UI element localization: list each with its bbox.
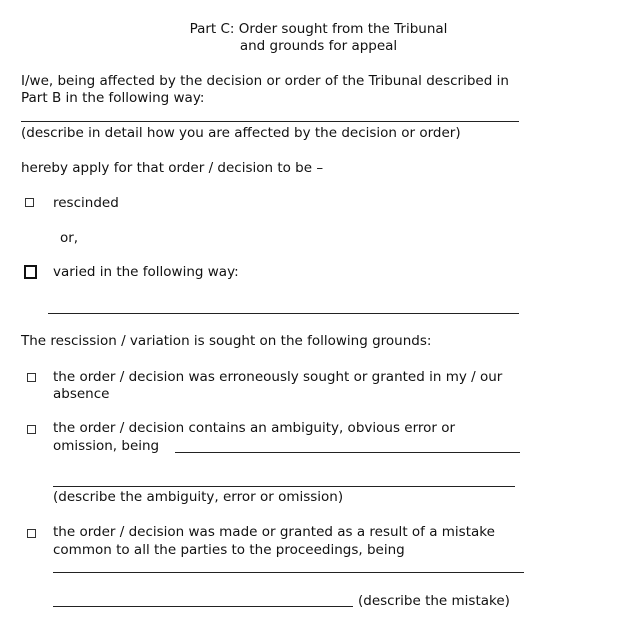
affected-description-field[interactable] bbox=[21, 104, 519, 122]
affected-description-underline bbox=[21, 121, 519, 122]
ground-mistake-line-2: common to all the parties to the proceedings, being bbox=[53, 542, 405, 558]
affected-description-hint: (describe in detail how you are affected by the decision or order) bbox=[21, 125, 461, 141]
rescinded-checkbox[interactable] bbox=[25, 198, 34, 207]
apply-text: hereby apply for that order / decision to be – bbox=[21, 160, 324, 176]
ambiguity-extra-field[interactable] bbox=[53, 468, 515, 486]
page-title: Part C: Order sought from the Tribunal bbox=[189, 21, 448, 37]
page-subtitle: and grounds for appeal bbox=[239, 38, 398, 54]
varied-checkbox[interactable] bbox=[24, 265, 37, 279]
ground-ambiguity-line-2: omission, being bbox=[53, 438, 160, 454]
mistake-field[interactable] bbox=[53, 554, 524, 572]
ground-absence-line-1: the order / decision was erroneously sought or granted in my / our bbox=[53, 369, 503, 385]
ambiguity-inline-field[interactable] bbox=[175, 435, 520, 453]
mistake-extra-field[interactable] bbox=[53, 588, 353, 606]
ground-mistake-checkbox[interactable] bbox=[27, 529, 36, 538]
intro-line-2: Part B in the following way: bbox=[21, 90, 205, 106]
ambiguity-inline-underline bbox=[175, 452, 520, 453]
intro-line-1: I/we, being affected by the decision or order of the Tribunal described in bbox=[21, 73, 509, 89]
grounds-heading: The rescission / variation is sought on the following grounds: bbox=[21, 333, 432, 349]
varied-description-field[interactable] bbox=[48, 296, 519, 314]
ground-absence-checkbox[interactable] bbox=[27, 373, 36, 382]
mistake-hint: (describe the mistake) bbox=[358, 593, 510, 609]
ambiguity-hint: (describe the ambiguity, error or omission) bbox=[53, 489, 344, 505]
ambiguity-extra-underline bbox=[53, 486, 515, 487]
varied-underline bbox=[48, 313, 519, 314]
ground-ambiguity-checkbox[interactable] bbox=[27, 425, 36, 434]
or-label: or, bbox=[60, 230, 79, 246]
varied-label: varied in the following way: bbox=[53, 264, 239, 280]
mistake-underline-1 bbox=[53, 572, 524, 573]
ground-mistake-line-1: the order / decision was made or granted as a result of a mistake bbox=[53, 524, 495, 540]
ground-absence-line-2: absence bbox=[53, 386, 110, 402]
mistake-underline-2 bbox=[53, 606, 353, 607]
ground-ambiguity-line-1: the order / decision contains an ambiguity, obvious error or bbox=[53, 420, 456, 436]
rescinded-label: rescinded bbox=[53, 195, 119, 211]
